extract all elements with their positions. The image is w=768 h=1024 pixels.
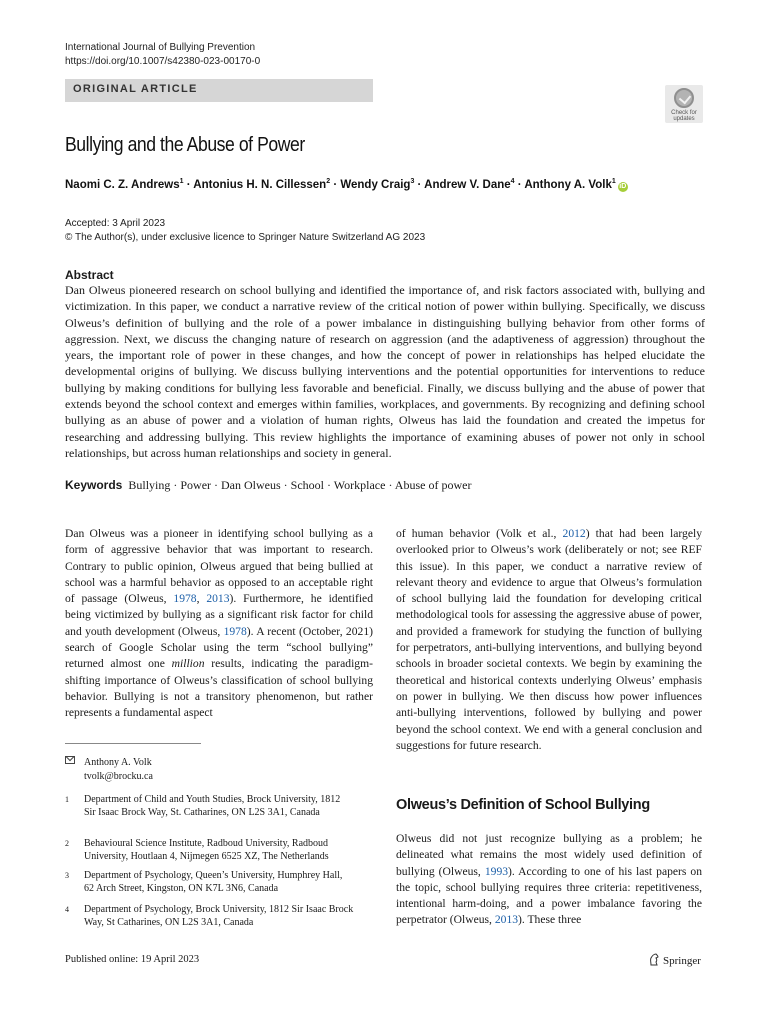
body-text: ). These three bbox=[518, 913, 582, 927]
abstract-text: Dan Olweus pioneered research on school bullying and identified the importance of, and risk factors associated with, bullying and victimization. In this paper, we conduct a narrative review of the critical notion of power within bullying. Specifically, we discuss Olweus’s definition of bullying and the role of a power imbalance in distinguishing bullying behavior from other forms of aggression. Next, we discuss the changing nature of research on aggression (and the adaptiveness of aggression) throughout the years, the important role of power in these changes, and how the concept of power in relationships has helped elucidate the developmental origins of bullying. We discuss bullying interventions and the potential opportunities for interventions to reduce bullying by making conditions for bullying less favorable and beneficial. Finally, we discuss bullying and the abuse of power that extends beyond the school context and emerges within families, workplaces, and governments. By recognizing and defining school bullying as an abuse of power and a violation of human rights, Olweus has laid the foundation and created the impetus for researching and addressing bullying. This review highlights the importance of examining abuses of power not only in school relationships, but across human relationships and society in general. bbox=[65, 283, 705, 460]
citation-link[interactable]: 2012 bbox=[562, 527, 586, 540]
affiliation-text: Behavioural Science Institute, Radboud University, Radboud University, Houtlaan 4, Nijmegen 6525 XZ, The Netherlands bbox=[84, 838, 329, 863]
affiliation-text: Department of Psychology, Brock University, 1812 Sir Isaac Brock Way, St Catharines, ON L2S 3A1, Canada bbox=[84, 904, 354, 929]
doi-link[interactable]: https://doi.org/10.1007/s42380-023-00170-0 bbox=[65, 56, 261, 67]
body-text: Olweus did not just recognize bullying as a problem; he delineated what remains the most widely used definition of bullying (Olweus, bbox=[396, 832, 702, 878]
author-affiliation-ref: 1 bbox=[611, 178, 616, 185]
article-type-banner bbox=[65, 79, 373, 102]
section-paragraph bbox=[396, 831, 702, 929]
author-separator: · bbox=[183, 179, 194, 191]
article-title: Bullying and the Abuse of Power bbox=[65, 134, 305, 156]
body-text: of human behavior (Volk et al., bbox=[396, 527, 563, 540]
author-affiliation-ref: 3 bbox=[410, 178, 415, 185]
affiliation-number: 1 bbox=[65, 795, 69, 804]
citation-link[interactable]: 1978 bbox=[223, 624, 247, 638]
section-heading: Olweus’s Definition of School Bullying bbox=[396, 797, 650, 813]
envelope-icon bbox=[65, 756, 75, 764]
springer-horse-icon bbox=[648, 953, 660, 966]
affiliation-number: 3 bbox=[65, 871, 69, 880]
body-text: ). A recent (October, 2021) search of Google Scholar using the term “school bullying” returned almost one bbox=[65, 624, 373, 671]
author-name[interactable]: Anthony A. Volk bbox=[524, 179, 612, 191]
correspondence-name: Anthony A. Volk bbox=[84, 757, 152, 768]
body-text: results, indicating the paradigm-shifting importance of Olweus’s classification of school bullying behavior. Bullying is not a transitory phenomenon, but rather represents a fundamental aspect bbox=[65, 657, 373, 720]
affiliation-number: 2 bbox=[65, 839, 69, 848]
abstract-heading: Abstract bbox=[65, 268, 114, 282]
author-name[interactable]: Antonius H. N. Cillessen bbox=[193, 179, 327, 191]
author-name[interactable]: Andrew V. Dane bbox=[424, 179, 511, 191]
author-name[interactable]: Wendy Craig bbox=[340, 179, 411, 191]
affiliation-number: 4 bbox=[65, 905, 69, 914]
footnote-divider bbox=[65, 743, 201, 744]
citation-link[interactable]: 1978 bbox=[173, 592, 197, 606]
citation-link[interactable]: 2013 bbox=[494, 913, 519, 927]
author-list bbox=[65, 178, 628, 192]
author-separator: · bbox=[414, 179, 425, 191]
affiliation-text: Department of Psychology, Queen’s University, Humphrey Hall, 62 Arch Street, Kingston, ON K7L 3N6, Canada bbox=[84, 870, 343, 895]
published-date: Published online: 19 April 2023 bbox=[65, 954, 200, 965]
article-type-label: ORIGINAL ARTICLE bbox=[73, 83, 198, 95]
check-updates-line2: updates bbox=[673, 116, 695, 122]
author-separator: · bbox=[514, 179, 525, 191]
check-updates-line1: Check for bbox=[671, 110, 697, 116]
author-affiliation-ref: 4 bbox=[510, 178, 515, 185]
keywords-list: Bullying · Power · Dan Olweus · School · Workplace · Abuse of power bbox=[128, 478, 472, 492]
intro-paragraph-left: Dan Olweus was a pioneer in identifying school bullying as a form of aggressive behavior that was important to research. Contrary to public opinion, Olweus argued that being bullied at school was a harmful behavior as opposed to an acceptable right of passage (Olweus, 1978, 2013). Furthermore, he identified being victimized by bullying as a significant risk factor for child and youth development (Olweus, 1978). A recent (October, 2021) search of Google Scholar using the term “school bullying” returned almost one million results, indicating the paradigm-shifting importance of Olweus’s classification of school bullying behavior. Bullying is not a transitory phenomenon, but rather represents a fundamental aspect bbox=[65, 527, 373, 720]
orcid-icon[interactable]: iD bbox=[619, 183, 627, 190]
copyright-notice: © The Author(s), under exclusive licence to Springer Nature Switzerland AG 2023 bbox=[65, 232, 426, 243]
correspondence-email[interactable]: tvolk@brocku.ca bbox=[84, 771, 153, 782]
affiliation-text: Department of Child and Youth Studies, Brock University, 1812 Sir Isaac Brock Way, St. Catharines, ON L2S 3A1, Canada bbox=[84, 794, 341, 819]
check-updates-icon bbox=[674, 88, 694, 108]
citation-link[interactable]: 2013 bbox=[206, 592, 230, 606]
body-text: ). According to one of his last papers on the topic, school bullying requires three criteria: repetitiveness, intentional harm-doing, and a power imbalance favoring the perpetrator (Olweus, bbox=[396, 864, 703, 927]
keywords-label: Keywords bbox=[65, 478, 123, 492]
correspondence-block bbox=[65, 756, 153, 784]
body-text: Dan Olweus was a pioneer in identifying school bullying as a form of aggressive behavior that was important to research. Contrary to public opinion, Olweus argued that being bullied at school was a harmful behavior as opposed to an acceptable right of passage (Olweus, bbox=[65, 527, 373, 606]
check-for-updates-badge[interactable] bbox=[665, 85, 703, 123]
publisher-name: Springer bbox=[663, 955, 701, 967]
body-text: ). Furthermore, he identified being victimized by bullying as a significant risk factor for child and youth development (Olweus, bbox=[65, 592, 373, 638]
author-affiliation-ref: 1 bbox=[179, 178, 184, 185]
citation-link[interactable]: 1993 bbox=[484, 864, 509, 878]
author-affiliation-ref: 2 bbox=[326, 178, 331, 185]
author-name[interactable]: Naomi C. Z. Andrews bbox=[65, 179, 180, 191]
keywords bbox=[65, 478, 471, 493]
journal-name: International Journal of Bullying Prevention bbox=[65, 42, 256, 53]
body-text: ) that had been largely overlooked prior to Olweus’s work (deliberately or not; see REF this issue). In this paper, we conduct a narrative review of relevant theory and evidence to argue that Olweus’s formulation of school bullying laid the foundation for developing critical methodological tools for assessing the aggressive abuse of power, and provided a framework for studying the function of bullying for perpetrators, anti-bullying interventions, and bullying beyond schools in broader societal contexts. We begin by examining the theoretical and historical contexts underlying Olweus’ emphasis on power in bullying. We then discuss how power influences anti-bullying interventions, followed by bullying and power beyond the school context. We end with a general conclusion and suggestions for future research. bbox=[396, 527, 702, 752]
emphasis-text: million bbox=[171, 657, 205, 671]
publisher-logo bbox=[648, 953, 701, 967]
accepted-date: Accepted: 3 April 2023 bbox=[65, 218, 166, 229]
author-separator: · bbox=[330, 179, 341, 191]
intro-paragraph-right bbox=[396, 526, 702, 754]
